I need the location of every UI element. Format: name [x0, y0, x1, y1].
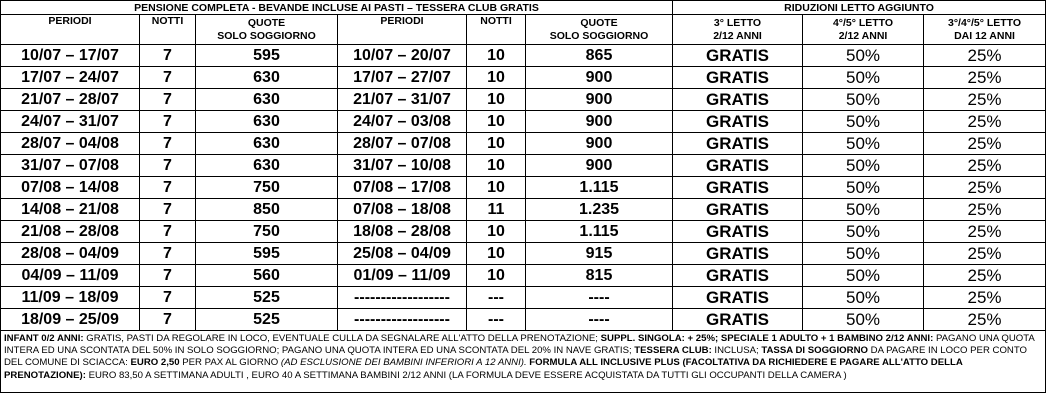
tassa-text2: PER PAX AL GIORNO: [179, 357, 281, 369]
reduction-3rd-bed: GRATIS: [673, 177, 803, 199]
period-cell-2: ------------------: [338, 287, 467, 309]
table-row: [1, 155, 1046, 177]
price-cell-2: 865: [526, 45, 673, 67]
table-row: [1, 177, 1046, 199]
period-cell-2: 07/08 – 17/08: [338, 177, 467, 199]
nights-cell: 7: [140, 133, 196, 155]
reduction-4th-5th-bed: 50%: [803, 287, 924, 309]
tassa-text: DA PAGARE IN LOCO PER CONTO DEL COMUNE DI SCIACCA:: [4, 345, 1028, 369]
nights-cell-2: 11: [467, 199, 526, 221]
speciale-text: PAGANO UNA QUOTA INTERA ED UNA SCONTATA DEL 50% IN SOLO SOGGIORNO; PAGANO UNA QUOTA INTERA ED UNA SCONTATA DEL 20% IN NAVE GRATIS;: [4, 333, 1035, 357]
period-cell: 14/08 – 21/08: [1, 199, 140, 221]
table-row: [1, 243, 1046, 265]
table-row: [1, 309, 1046, 331]
nights-cell: 7: [140, 199, 196, 221]
nights-cell: 7: [140, 155, 196, 177]
reduction-4th-5th-bed: 50%: [803, 45, 924, 67]
nights-cell: 7: [140, 309, 196, 331]
period-cell-2: 18/08 – 28/08: [338, 221, 467, 243]
r2-line2: 2/12 ANNI: [838, 29, 888, 42]
nights-cell-2: 10: [467, 67, 526, 89]
table-row: [1, 45, 1046, 67]
reduction-4th-5th-bed: 50%: [803, 133, 924, 155]
table-body: [1, 45, 1046, 331]
price-cell-2: 815: [526, 265, 673, 287]
price-cell: 750: [196, 177, 338, 199]
price-cell: 525: [196, 287, 338, 309]
price-cell-2: 900: [526, 111, 673, 133]
price-cell: 595: [196, 45, 338, 67]
period-cell-2: 10/07 – 20/07: [338, 45, 467, 67]
infant-text: GRATIS, PASTI DA REGOLARE IN LOCO, EVENTUALE CULLA DA SEGNALARE ALL'ATTO DELLA PRENOTAZIONE;: [83, 333, 601, 344]
r1-line1: 3° LETTO: [713, 16, 762, 29]
price-cell-2: 1.115: [526, 177, 673, 199]
nights-cell-2: 10: [467, 45, 526, 67]
nights-cell-2: 10: [467, 221, 526, 243]
formula-text: EURO 83,50 A SETTIMANA ADULTI , EURO 40 A SETTIMANA BAMBINI 2/12 ANNI (LA FORMULA DEVE ESSERE ACQUISTATA DA TUTTI GLI OCCUPANTI DELLA CAMERA ): [85, 369, 847, 381]
nights-cell-2: 10: [467, 111, 526, 133]
period-cell: 24/07 – 31/07: [1, 111, 140, 133]
period-cell: 31/07 – 07/08: [1, 155, 140, 177]
reduction-adult-bed: 25%: [924, 265, 1046, 287]
title-row: [1, 1, 1046, 15]
price-cell-2: ----: [526, 309, 673, 331]
reduction-3rd-bed: GRATIS: [673, 155, 803, 177]
price-cell: 630: [196, 133, 338, 155]
price-cell: 750: [196, 221, 338, 243]
r3-line2: DAI 12 ANNI: [954, 29, 1015, 42]
reduction-4th-5th-bed: 50%: [803, 243, 924, 265]
column-header-row: [1, 15, 1046, 45]
period-cell: 07/08 – 14/08: [1, 177, 140, 199]
nights-cell-2: ---: [467, 309, 526, 331]
nights-cell: 7: [140, 177, 196, 199]
price-cell-2: 900: [526, 133, 673, 155]
nights-cell: 7: [140, 111, 196, 133]
table-row: [1, 89, 1046, 111]
reduction-adult-bed: 25%: [924, 67, 1046, 89]
r3-line1: 3°/4°/5° LETTO: [947, 16, 1022, 29]
period-cell-2: ------------------: [338, 309, 467, 331]
table-row: [1, 287, 1046, 309]
period-cell: 10/07 – 17/07: [1, 45, 140, 67]
tassa-italic: (AD ESCLUSIONE DEI BAMBINI INFERIORI A 12 ANNI).: [280, 357, 527, 369]
period-cell: 11/09 – 18/09: [1, 287, 140, 309]
price-cell-2: 915: [526, 243, 673, 265]
infant-label: INFANT 0/2 ANNI:: [4, 333, 84, 344]
price-cell: 560: [196, 265, 338, 287]
table-row: [1, 199, 1046, 221]
price-cell: 850: [196, 199, 338, 221]
col-header-quote: [196, 15, 338, 45]
quote-line2: SOLO SOGGIORNO: [217, 29, 316, 42]
reduction-3rd-bed: GRATIS: [673, 45, 803, 67]
period-cell-2: 21/07 – 31/07: [338, 89, 467, 111]
tessera-label: TESSERA CLUB:: [634, 345, 712, 357]
reduction-adult-bed: 25%: [924, 243, 1046, 265]
table-row: [1, 133, 1046, 155]
reduction-adult-bed: 25%: [924, 155, 1046, 177]
period-cell-2: 17/07 – 27/07: [338, 67, 467, 89]
col-header-quote-2: [526, 15, 673, 45]
price-cell-2: 900: [526, 89, 673, 111]
price-cell: 630: [196, 89, 338, 111]
reduction-4th-5th-bed: 50%: [803, 199, 924, 221]
price-cell: 630: [196, 155, 338, 177]
period-cell: 18/09 – 25/09: [1, 309, 140, 331]
period-cell: 28/07 – 04/08: [1, 133, 140, 155]
speciale-label: SPECIALE 1 ADULTO + 1 BAMBINO 2/12 ANNI:: [718, 333, 934, 344]
notes-cell: [1, 331, 1046, 393]
price-cell-2: ----: [526, 287, 673, 309]
period-cell: 28/08 – 04/09: [1, 243, 140, 265]
col-header-quarto-letto: [803, 15, 924, 45]
reduction-4th-5th-bed: 50%: [803, 155, 924, 177]
reductions-title: RIDUZIONI LETTO AGGIUNTO: [673, 1, 1046, 15]
period-cell: 21/08 – 28/08: [1, 221, 140, 243]
tassa-amount: EURO 2,50: [130, 357, 180, 369]
notes-row: [1, 331, 1046, 393]
col-header-periodi: PERIODI: [1, 15, 140, 45]
reduction-3rd-bed: GRATIS: [673, 221, 803, 243]
reduction-adult-bed: 25%: [924, 45, 1046, 67]
table-row: [1, 67, 1046, 89]
nights-cell-2: 10: [467, 89, 526, 111]
price-cell: 525: [196, 309, 338, 331]
reduction-4th-5th-bed: 50%: [803, 177, 924, 199]
reduction-adult-bed: 25%: [924, 309, 1046, 331]
nights-cell: 7: [140, 89, 196, 111]
price-cell: 595: [196, 243, 338, 265]
period-cell-2: 25/08 – 04/09: [338, 243, 467, 265]
nights-cell-2: 10: [467, 133, 526, 155]
nights-cell-2: 10: [467, 155, 526, 177]
period-cell-2: 28/07 – 07/08: [338, 133, 467, 155]
table-row: [1, 111, 1046, 133]
reduction-4th-5th-bed: 50%: [803, 111, 924, 133]
nights-cell: 7: [140, 221, 196, 243]
table-row: [1, 221, 1046, 243]
nights-cell: 7: [140, 67, 196, 89]
period-cell: 17/07 – 24/07: [1, 67, 140, 89]
reduction-adult-bed: 25%: [924, 133, 1046, 155]
reduction-4th-5th-bed: 50%: [803, 265, 924, 287]
nights-cell: 7: [140, 265, 196, 287]
col-header-periodi-2: PERIODI: [338, 15, 467, 45]
period-cell-2: 07/08 – 18/08: [338, 199, 467, 221]
reduction-3rd-bed: GRATIS: [673, 89, 803, 111]
col-header-notti-2: NOTTI: [467, 15, 526, 45]
col-header-terzo-letto: [673, 15, 803, 45]
reduction-4th-5th-bed: 50%: [803, 67, 924, 89]
table-row: [1, 265, 1046, 287]
reduction-3rd-bed: GRATIS: [673, 67, 803, 89]
nights-cell: 7: [140, 45, 196, 67]
tessera-text: INCLUSA;: [711, 345, 762, 357]
reduction-adult-bed: 25%: [924, 111, 1046, 133]
reduction-3rd-bed: GRATIS: [673, 111, 803, 133]
quote2-line2: SOLO SOGGIORNO: [549, 29, 649, 42]
price-cell-2: 900: [526, 67, 673, 89]
r2-line1: 4°/5° LETTO: [832, 16, 894, 29]
col-header-notti: NOTTI: [140, 15, 196, 45]
price-cell-2: 1.115: [526, 221, 673, 243]
reduction-adult-bed: 25%: [924, 199, 1046, 221]
period-cell-2: 31/07 – 10/08: [338, 155, 467, 177]
reduction-adult-bed: 25%: [924, 89, 1046, 111]
period-cell-2: 24/07 – 03/08: [338, 111, 467, 133]
reduction-4th-5th-bed: 50%: [803, 309, 924, 331]
reduction-adult-bed: 25%: [924, 177, 1046, 199]
nights-cell-2: ---: [467, 287, 526, 309]
reduction-3rd-bed: GRATIS: [673, 199, 803, 221]
reduction-4th-5th-bed: 50%: [803, 89, 924, 111]
nights-cell-2: 10: [467, 265, 526, 287]
price-cell: 630: [196, 67, 338, 89]
reduction-adult-bed: 25%: [924, 221, 1046, 243]
col-header-adulti-letto: [924, 15, 1046, 45]
price-cell-2: 900: [526, 155, 673, 177]
quote2-line1: QUOTE: [580, 16, 618, 29]
price-cell: 630: [196, 111, 338, 133]
nights-cell: 7: [140, 243, 196, 265]
nights-cell-2: 10: [467, 243, 526, 265]
period-cell-2: 01/09 – 11/09: [338, 265, 467, 287]
period-cell: 04/09 – 11/09: [1, 265, 140, 287]
reduction-3rd-bed: GRATIS: [673, 265, 803, 287]
reduction-4th-5th-bed: 50%: [803, 221, 924, 243]
singola-label: SUPPL. SINGOLA: + 25%;: [600, 333, 719, 344]
nights-cell-2: 10: [467, 177, 526, 199]
main-title: PENSIONE COMPLETA - BEVANDE INCLUSE AI PASTI – TESSERA CLUB GRATIS: [1, 1, 673, 15]
reduction-3rd-bed: GRATIS: [673, 309, 803, 331]
nights-cell: 7: [140, 287, 196, 309]
r1-line2: 2/12 ANNI: [713, 29, 762, 42]
period-cell: 21/07 – 28/07: [1, 89, 140, 111]
reduction-3rd-bed: GRATIS: [673, 133, 803, 155]
price-cell-2: 1.235: [526, 199, 673, 221]
reduction-adult-bed: 25%: [924, 287, 1046, 309]
tassa-label: TASSA DI SOGGIORNO: [761, 345, 868, 357]
reduction-3rd-bed: GRATIS: [673, 243, 803, 265]
formula-label: FORMULA ALL INCLUSIVE PLUS (FACOLTATIVA DA RICHIEDERE E PAGARE ALL'ATTO DELLA PRENOTAZIONE):: [4, 357, 963, 381]
quote-line1: QUOTE: [247, 16, 286, 29]
reduction-3rd-bed: GRATIS: [673, 287, 803, 309]
